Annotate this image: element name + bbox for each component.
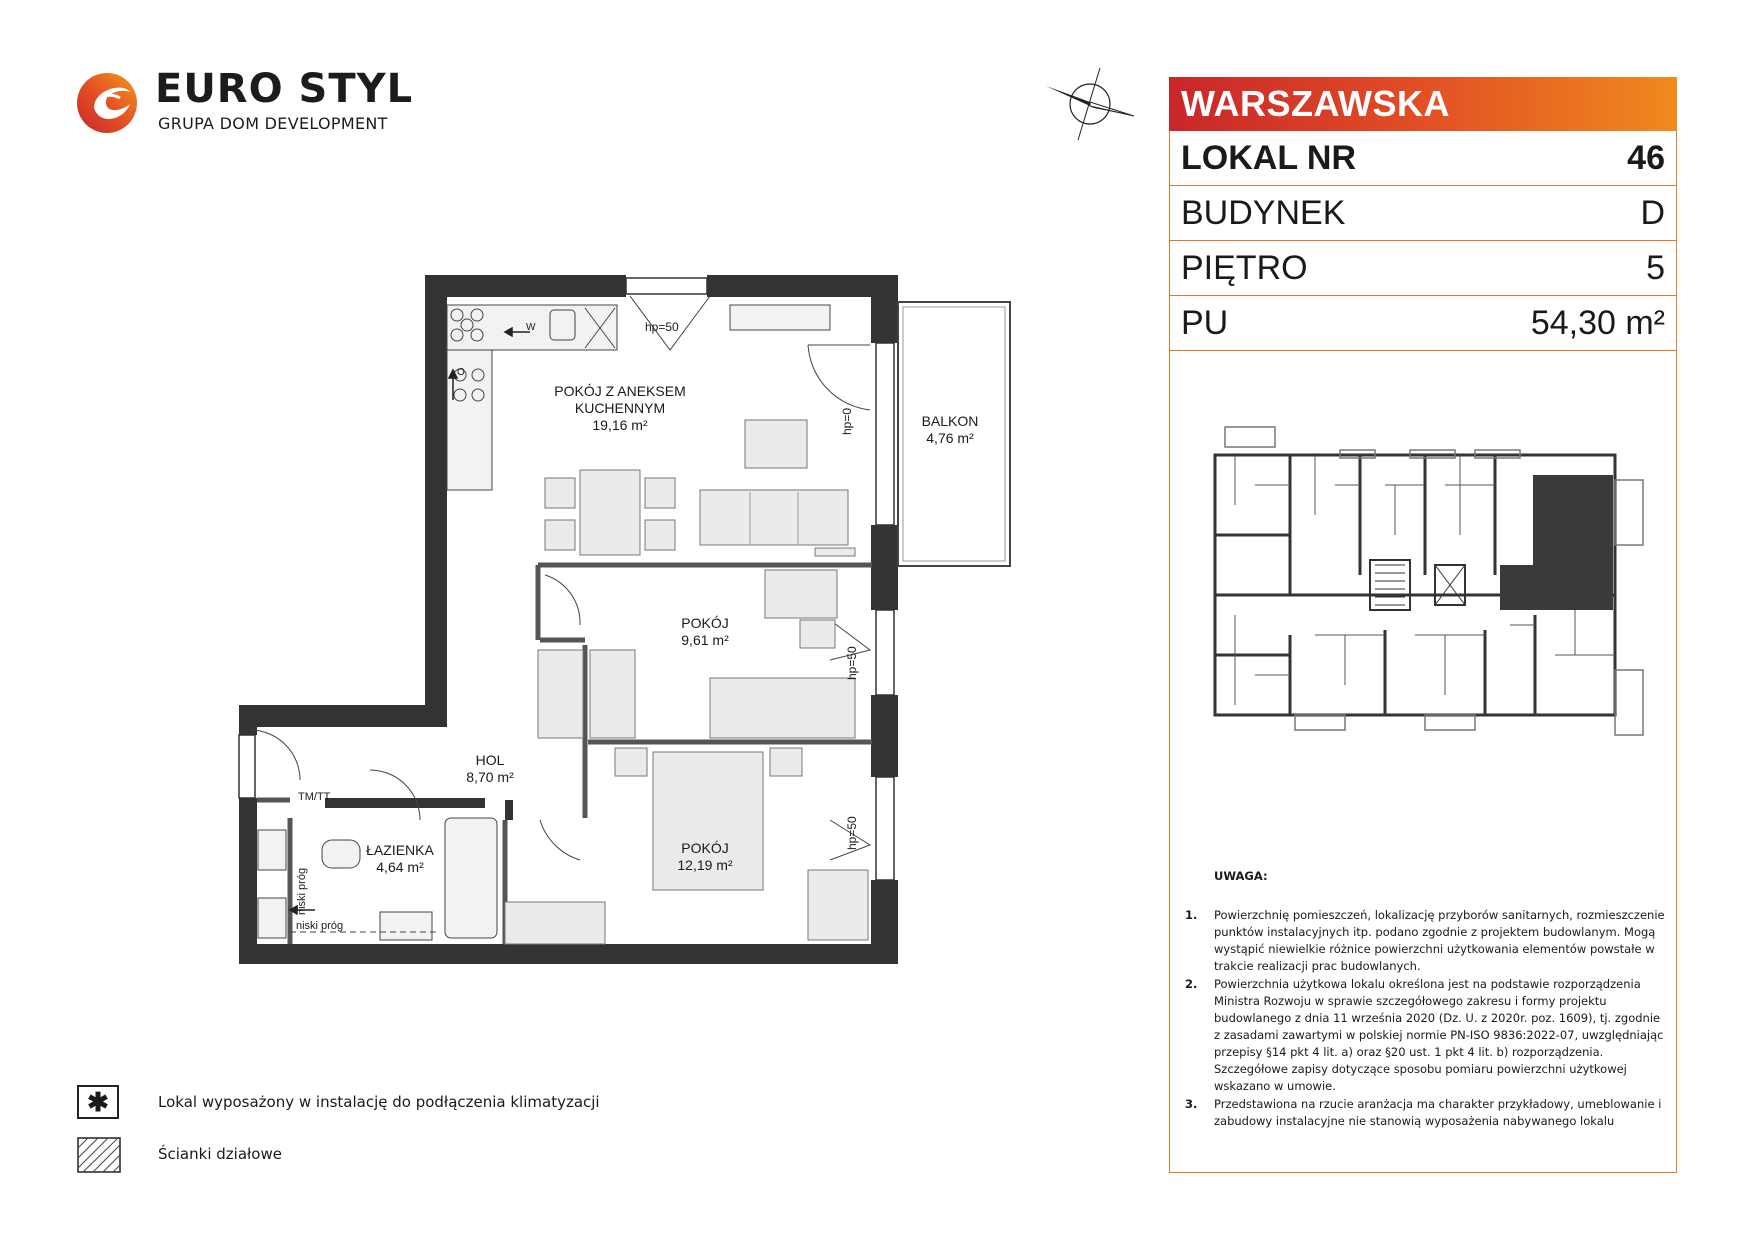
pu-value: 54,30 m²	[1530, 304, 1665, 342]
note-number: 3.	[1185, 1097, 1198, 1111]
low-threshold-label: niski próg	[296, 867, 308, 915]
lokal-value: 46	[1627, 139, 1665, 177]
room-name: POKÓJ Z ANEKSEM	[554, 383, 686, 399]
info-row-pietro	[1169, 241, 1677, 296]
room1-label	[665, 615, 745, 649]
fridge-label: O	[457, 367, 465, 378]
wall	[239, 944, 898, 964]
note-item	[1185, 1096, 1665, 1130]
info-row-lokal	[1169, 131, 1677, 186]
wall	[871, 275, 898, 343]
hp-label-kitchen-window: hp=50	[645, 320, 679, 334]
note-text: Przedstawiona na rzucie aranżacja ma charakter przykładowy, umeblowanie i zabudowy instalacyjne nie stanowią wyposażenia nabywanego lokalu	[1214, 1097, 1662, 1128]
note-item	[1185, 907, 1665, 975]
low-threshold-label: niski próg	[296, 920, 344, 932]
room-name: POKÓJ	[681, 615, 729, 631]
wall	[707, 275, 898, 297]
note-number: 1.	[1185, 908, 1198, 922]
aircon-legend-text: Lokal wyposażony w instalację do podłączenia klimatyzacji	[158, 1093, 600, 1111]
room-area: 4,76 m²	[926, 430, 974, 446]
room-area: 9,61 m²	[681, 632, 729, 648]
compass-icon	[1040, 64, 1140, 144]
wall	[871, 525, 898, 610]
room-name: POKÓJ	[681, 840, 729, 856]
info-row-budynek	[1169, 186, 1677, 241]
room-name: ŁAZIENKA	[366, 842, 434, 858]
brand-tagline: GRUPA DOM DEVELOPMENT	[158, 114, 388, 133]
asterisk-icon: ✱	[87, 1087, 109, 1117]
note-text: Powierzchnia użytkowa lokalu określona jest na podstawie rozporządzenia Ministra Rozwoju w sprawie szczegółowego zakresu i formy projektu budowlanego z dnia 11 września 2020 (Dz. U. z 2020r. poz. 1609), tj. zgodnie z zasadami zawartymi w polskiej normie PN-ISO 9836:2022-07, uwzględniając przepisy §14 pkt 4 lit. a) oraz §20 ust. 1 pkt 4 lit. b) rozporządzenia. Szczegółowe zapisy dotyczące sposobu pomiaru powierzchni użytkowej wskazano w umowie.	[1214, 977, 1664, 1093]
note-item	[1185, 976, 1665, 1095]
notes-title: UWAGA:	[1214, 869, 1268, 883]
aircon-legend-icon	[77, 1085, 119, 1119]
room2-label	[665, 840, 745, 874]
note-number: 2.	[1185, 977, 1198, 991]
floor-plan	[230, 270, 1020, 970]
budynek-label: BUDYNEK	[1181, 194, 1346, 232]
budynek-value: D	[1640, 194, 1665, 232]
euro-styl-logo	[74, 70, 154, 140]
hp-label-room2-window: hp=50	[845, 816, 859, 850]
wall	[871, 695, 898, 777]
partition-wall-legend-icon	[77, 1137, 121, 1173]
room-area: 12,19 m²	[677, 857, 733, 873]
pietro-value: 5	[1646, 249, 1665, 287]
pu-label: PU	[1181, 304, 1229, 342]
hall-label	[450, 752, 530, 786]
wall	[425, 275, 626, 297]
pietro-label: PIĘTRO	[1181, 249, 1308, 287]
partition-legend-text: Ścianki działowe	[158, 1145, 282, 1163]
wall	[239, 798, 257, 964]
notes-section	[1185, 868, 1665, 1131]
brand-name: EURO STYL	[155, 66, 414, 112]
building-key-plan	[1195, 425, 1655, 745]
wall	[325, 798, 485, 808]
wall	[425, 275, 447, 719]
living-room-label	[545, 383, 695, 434]
room-name: HOL	[475, 752, 505, 768]
info-row-pu	[1169, 296, 1677, 351]
bathroom-label	[360, 842, 440, 876]
lokal-label: LOKAL NR	[1181, 139, 1357, 177]
hp-label-balcony-door: hp=0	[840, 407, 854, 435]
room-name: BALKON	[921, 413, 979, 429]
room-area: 19,16 m²	[592, 417, 648, 433]
room-area: 8,70 m²	[466, 769, 514, 785]
room-area: 4,64 m²	[376, 859, 424, 875]
hp-label-room1-window: hp=50	[845, 646, 859, 680]
note-text: Powierzchnię pomieszczeń, lokalizację przyborów sanitarnych, rozmieszczenie punktów instalacyjnych itp. podano zgodnie z projektem budowlanym. Mogą wystąpić niewielkie różnice powierzchni użytkowania elementów powstałe w trakcie realizacji prac budowlanych.	[1214, 908, 1665, 973]
room-name: KUCHENNYM	[574, 400, 666, 416]
wall	[505, 800, 513, 820]
wall	[239, 705, 447, 727]
tm-tt-label: TM/TT	[298, 791, 331, 803]
investment-name: WARSZAWSKA	[1169, 77, 1677, 131]
balcony-label	[910, 413, 990, 447]
washing-machine-label: W	[526, 322, 536, 333]
